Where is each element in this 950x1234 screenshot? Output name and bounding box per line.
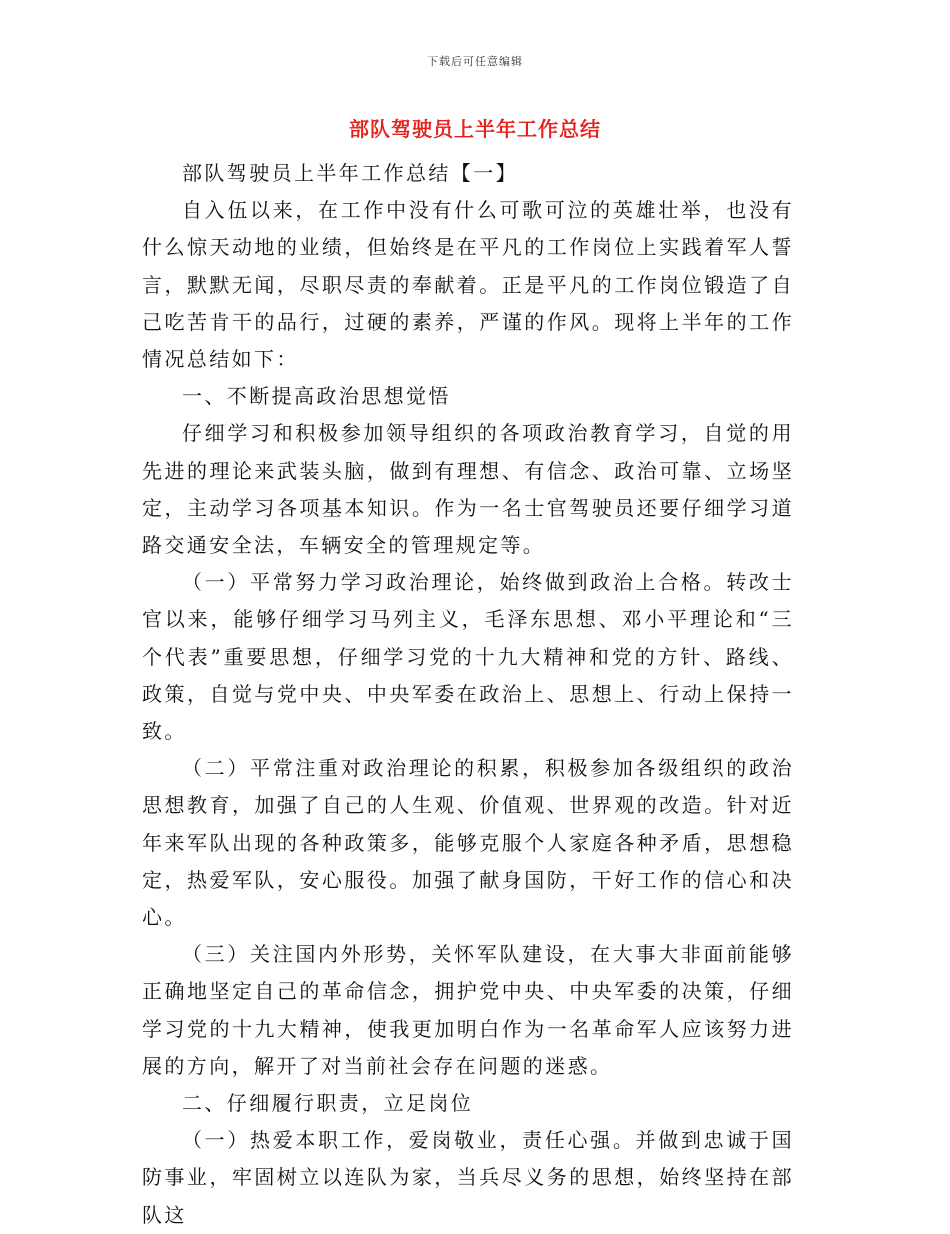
section-heading: 部队驾驶员上半年工作总结【一】 [182,161,518,185]
body-paragraph: （一）平常努力学习政治理论，始终做到政治上合格。转改士官以来，能够仔细学习马列主义，毛泽东思想、邓小平理论和“三个代表”重要思想，仔细学习党的十九大精神和党的方针、路线、政策，自觉与党中央、中央军委在政治上、思想上、行动上保持一致。 [142,570,794,744]
document-body [142,155,794,1234]
body-paragraph: （二）平常注重对政治理论的积累，积极参加各级组织的政治思想教育，加强了自己的人生观、价值观、世界观的改造。针对近年来军队出现的各种政策多，能够克服个人家庭各种矛盾，思想稳定，热爱军队，安心服役。加强了献身国防，干好工作的信心和决心。 [142,756,794,930]
section-heading: 一、不断提高政治思想觉悟 [182,384,451,409]
section-heading: 二、仔细履行职责，立足岗位 [182,1091,474,1116]
document-title: 部队驾驶员上半年工作总结 [349,117,601,141]
body-paragraph: （一）热爱本职工作，爱岗敬业，责任心强。并做到忠诚于国防事业，牢固树立以连队为家，当兵尽义务的思想，始终坚持在部队这 [142,1128,794,1227]
body-paragraph: 仔细学习和积极参加领导组织的各项政治教育学习，自觉的用先进的理论来武装头脑，做到有理想、有信念、政治可靠、立场坚定，主动学习各项基本知识。作为一名士官驾驶员还要仔细学习道路交通安全法，车辆安全的管理规定等。 [142,421,794,558]
body-paragraph: （三）关注国内外形势，关怀军队建设，在大事大非面前能够正确地坚定自己的革命信念，拥护党中央、中央军委的决策，仔细学习党的十九大精神，使我更加明白作为一名革命军人应该努力进展的方向，解开了对当前社会存在问题的迷惑。 [142,942,794,1078]
body-paragraph: 自入伍以来，在工作中没有什么可歌可泣的英雄壮举，也没有什么惊天动地的业绩，但始终是在平凡的工作岗位上实践着军人誓言，默默无闻，尽职尽责的奉献着。正是平凡的工作岗位锻造了自己吃苦肯干的品行，过硬的素养，严谨的作风。现将上半年的工作情况总结如下： [142,198,794,372]
header-note: 下载后可任意编辑 [427,55,523,68]
